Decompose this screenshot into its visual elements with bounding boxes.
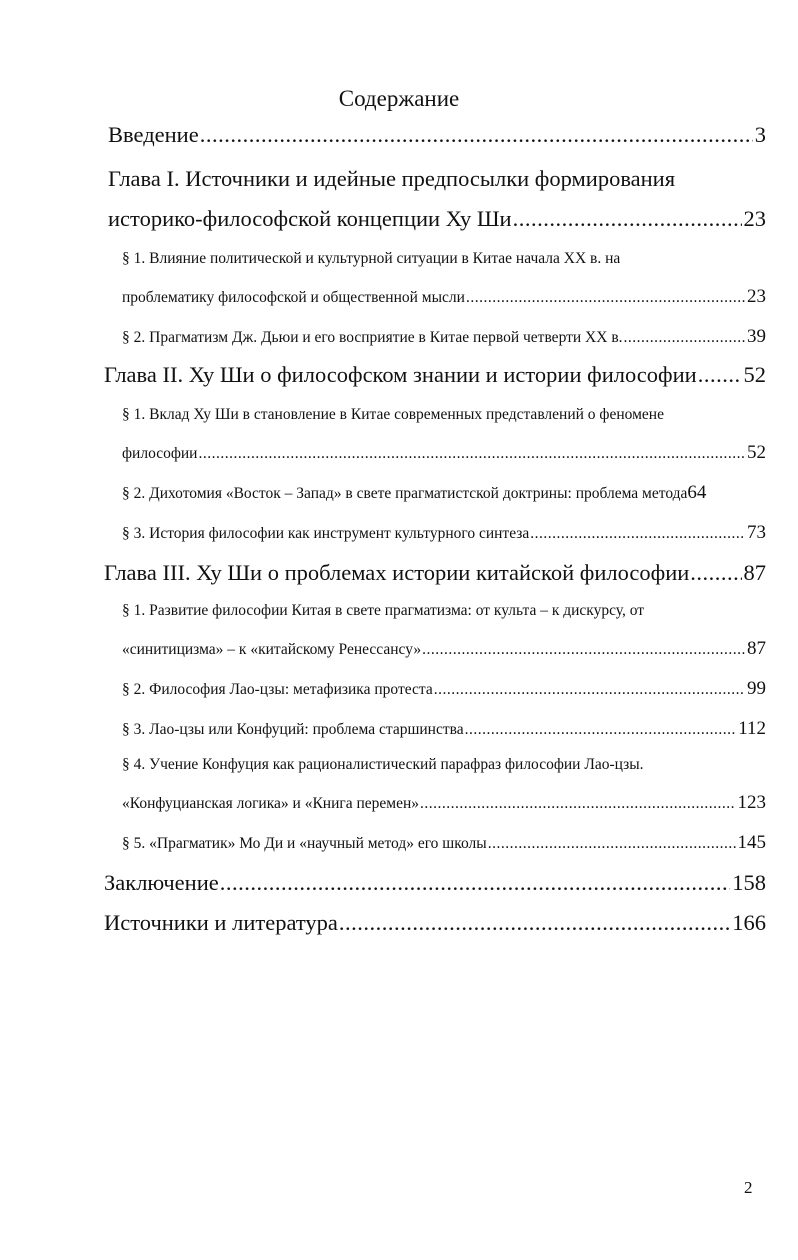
toc-leader-dots [690,560,741,586]
toc-entry-1-1[interactable] [122,286,766,308]
toc-entry-chapter-1[interactable] [108,206,766,232]
toc-entry-2-3[interactable] [122,522,766,544]
toc-entry-text: § 2. Дихотомия «Восток – Запад» в свете прагматистской доктрины: проблема метода [122,485,688,502]
toc-entry-text: § 1. Вклад Ху Ши в становление в Китае современных представлений о феномене [122,406,664,423]
toc-entry-text: Глава II. Ху Ши о философском знании и истории философии [104,362,697,387]
toc-entry-text: философии [122,445,198,462]
toc-entry-2-1[interactable] [122,442,766,464]
toc-entry-3-4-line1[interactable] [122,756,766,774]
toc-leader-dots [466,289,745,307]
toc-entry-page: 158 [732,870,766,895]
toc-leader-dots [698,362,742,388]
toc-entry-text: Источники и литература [104,910,338,935]
toc-entry-text: «Конфуцианская логика» и «Книга перемен» [122,795,420,812]
toc-entry-page: 166 [732,910,766,935]
toc-entry-text: Глава I. Источники и идейные предпосылки формирования [108,166,676,191]
toc-entry-text: проблематику философской и общественной мысли [122,289,465,306]
page-number: 2 [744,1178,753,1197]
toc-entry-page: 52 [743,362,766,387]
toc-entry-2-2[interactable] [122,482,766,504]
toc-leader-dots [488,835,736,853]
toc-entry-text: Глава III. Ху Ши о проблемах истории китайской философии [104,560,690,585]
toc-entry-bibliography[interactable] [104,910,766,936]
toc-entry-page: 23 [747,286,766,307]
toc-entry-page: 64 [687,482,707,503]
toc-entry-text: § 2. Прагматизм Дж. Дьюи и его восприятие в Китае первой четверти XX в. [122,329,623,346]
toc-entry-text: § 5. «Прагматик» Мо Ди и «научный метод» его школы [122,835,487,852]
toc-leader-dots [465,721,737,739]
toc-entry-3-1-line1[interactable] [122,602,766,620]
toc-entry-text: § 4. Учение Конфуция как рационалистический парафраз философии Лао-цзы. [122,756,644,773]
toc-leader-dots [624,329,745,347]
toc-entry-text: Введение [108,122,199,147]
toc-entry-page: 99 [747,678,766,699]
toc-entry-page: 87 [743,560,766,585]
toc-entry-text: «синитицизма» – к «китайскому Ренессансу» [122,641,422,658]
toc-entry-3-3[interactable] [122,718,766,740]
toc-entry-3-2[interactable] [122,678,766,700]
toc-leader-dots [530,525,745,543]
toc-entry-chapter-3[interactable] [104,560,766,586]
toc-entry-3-1[interactable] [122,638,766,660]
toc-entry-1-2[interactable] [122,326,766,348]
toc-leader-dots [220,870,731,896]
toc-leader-dots [420,795,735,813]
toc-entry-page: 145 [737,832,766,853]
toc-entry-page: 23 [743,206,766,231]
toc-entry-text: историко-философской концепции Ху Ши [108,206,512,231]
toc-entry-text: § 2. Философия Лао-цзы: метафизика протеста [122,681,433,698]
toc-leader-dots [198,445,745,463]
toc-entry-text: Заключение [104,870,219,895]
toc-entry-1-1-line1[interactable] [122,250,766,268]
toc-entry-introduction[interactable] [108,122,766,148]
toc-entry-text: § 3. Лао-цзы или Конфуций: проблема старшинства [122,721,464,738]
toc-entry-chapter-1-line1[interactable] [108,166,766,192]
toc-title: Содержание [338,86,460,111]
toc-entry-3-4[interactable] [122,792,766,814]
toc-entry-3-5[interactable] [122,832,766,854]
toc-entry-page: 39 [747,326,766,347]
toc-entry-text: § 1. Влияние политической и культурной ситуации в Китае начала XX в. на [122,250,621,267]
toc-entry-text: § 1. Развитие философии Китая в свете прагматизма: от культа – к дискурсу, от [122,602,645,619]
toc-leader-dots [422,641,745,659]
toc-entry-page: 3 [754,122,766,147]
toc-entry-page: 73 [747,522,766,543]
toc-entry-text: § 3. История философии как инструмент культурного синтеза [122,525,530,542]
toc-entry-page: 112 [738,718,766,739]
toc-entry-page: 123 [737,792,766,813]
toc-leader-dots [339,910,730,936]
toc-entry-2-1-line1[interactable] [122,406,766,424]
toc-leader-dots [434,681,745,699]
toc-leader-dots [200,122,753,148]
toc-entry-chapter-2[interactable] [104,362,766,388]
toc-leader-dots [513,206,742,232]
toc-entry-page: 52 [747,442,766,463]
toc-entry-page: 87 [747,638,766,659]
toc-entry-conclusion[interactable] [104,870,766,896]
